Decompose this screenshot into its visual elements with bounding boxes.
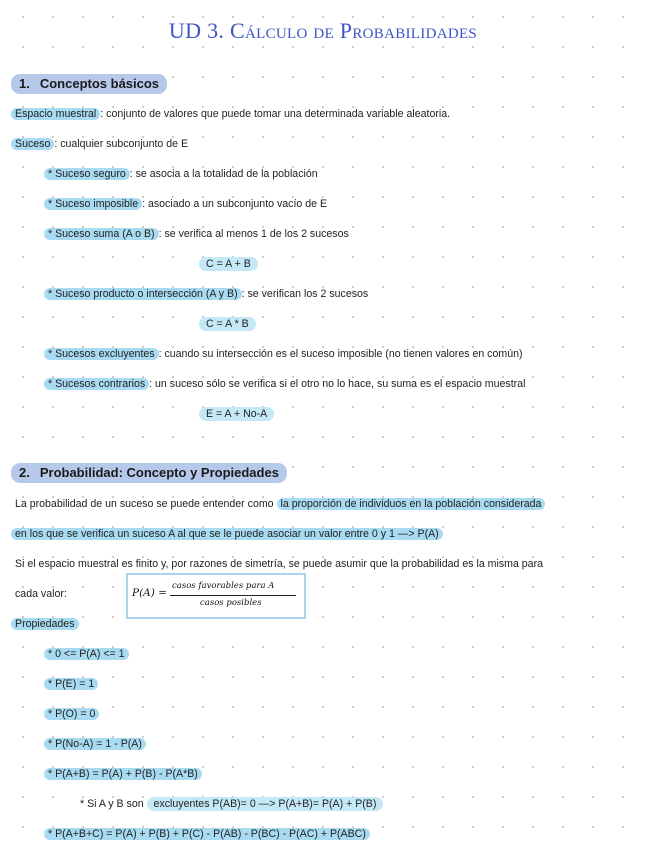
p4-text: cada valor: [15,588,67,600]
paragraph-line-1 [15,496,545,512]
title-name: Cálculo de Probabilidades [230,18,478,43]
formula-producto [199,316,256,332]
subitem-highlight: excluyentes P(AB)= 0 —> P(A+B)= P(A) + P(B) [147,797,384,811]
list-item [44,196,327,212]
paragraph-line-4 [15,586,67,602]
formula-contrario-text: E = A + No-A [199,407,274,421]
item-def: : se asocia a la totalidad de la población [129,168,318,180]
property-text: * P(A+B+C) = P(A) + P(B) + P(C) - P(AB) - P(BC) - P(AC) + P(ABC) [44,828,370,840]
espacio-muestral-def: : conjunto de valores que puede tomar una determinada variable aleatoria. [100,108,451,120]
formula-suma-text: C = A + B [199,257,258,271]
formula-contrario [199,406,274,422]
item-def: : asociado a un subconjunto vacío de E [142,198,328,210]
property-item [44,736,146,752]
suceso-def: : cualquier subconjunto de E [54,138,189,150]
property-text: * P(No-A) = 1 - P(A) [44,738,146,750]
item-def: : se verifica al menos 1 de los 2 sucesos [158,228,349,240]
item-term: * Suceso producto o intersección (A y B) [44,288,242,300]
section2-heading [11,463,287,483]
property-item [44,766,202,782]
list-item [44,346,523,362]
formula-suma [199,256,258,272]
section1-number: 1. [19,76,30,91]
fraction-line [170,595,296,596]
p1-highlight: la proporción de individuos en la población considerada [277,498,546,510]
formula-numerator: casos favorables para A [172,581,275,591]
paragraph-line-3 [15,556,543,572]
formula-denominator: casos posibles [200,598,262,608]
property-text: * P(E) = 1 [44,678,98,690]
item-term: * Suceso seguro [44,168,130,180]
item-def: : se verifican los 2 sucesos [241,288,369,300]
property-item [44,706,99,722]
section2-number: 2. [19,465,30,480]
espacio-muestral-term: Espacio muestral [11,108,100,120]
list-item [44,166,318,182]
property-item [44,676,98,692]
property-item [44,646,129,662]
property-text: * P(A+B) = P(A) + P(B) - P(A*B) [44,768,202,780]
item-def: : cuando su intersección es el suceso imposible (no tienen valores en común) [158,348,523,360]
property-subitem [80,796,383,812]
item-term: * Sucesos excluyentes [44,348,159,360]
list-item [44,376,525,392]
p1-text: La probabilidad de un suceso se puede entender como [15,498,277,510]
espacio-muestral-line [11,106,450,122]
paragraph-line-2 [11,526,443,542]
item-term: * Sucesos contrarios [44,378,149,390]
item-term: * Suceso imposible [44,198,142,210]
list-item [44,286,368,302]
handwritten-formula-box [126,573,306,619]
formula-lhs: P(A) = [132,587,167,599]
suceso-line [11,136,188,152]
suceso-term: Suceso [11,138,54,150]
section1-title: Conceptos básicos [39,76,160,91]
item-def: : un suceso sólo se verifica si el otro no lo hace, su suma es el espacio muestral [149,378,526,390]
p2-highlight: en los que se verifica un suceso A al que se le puede asociar un valor entre 0 y 1 —> P(A) [11,528,443,540]
propiedades-label [11,616,79,632]
section2-title: Probabilidad: Concepto y Propiedades [39,465,279,480]
propiedades-label-text: Propiedades [11,618,79,630]
property-text: * P(O) = 0 [44,708,99,720]
p3-text: Si el espacio muestral es finito y, por razones de simetría, se puede asumir que la probabilidad es la misma para [15,558,543,570]
title-prefix: UD 3. [168,18,225,43]
list-item [44,226,349,242]
page-title [0,18,646,44]
section1-heading [11,74,167,94]
formula-producto-text: C = A * B [199,317,256,331]
subitem-text: * Si A y B son [80,798,147,810]
property-text: * 0 <= P(A) <= 1 [44,648,129,660]
property-item [44,826,370,842]
item-term: * Suceso suma (A o B) [44,228,159,240]
